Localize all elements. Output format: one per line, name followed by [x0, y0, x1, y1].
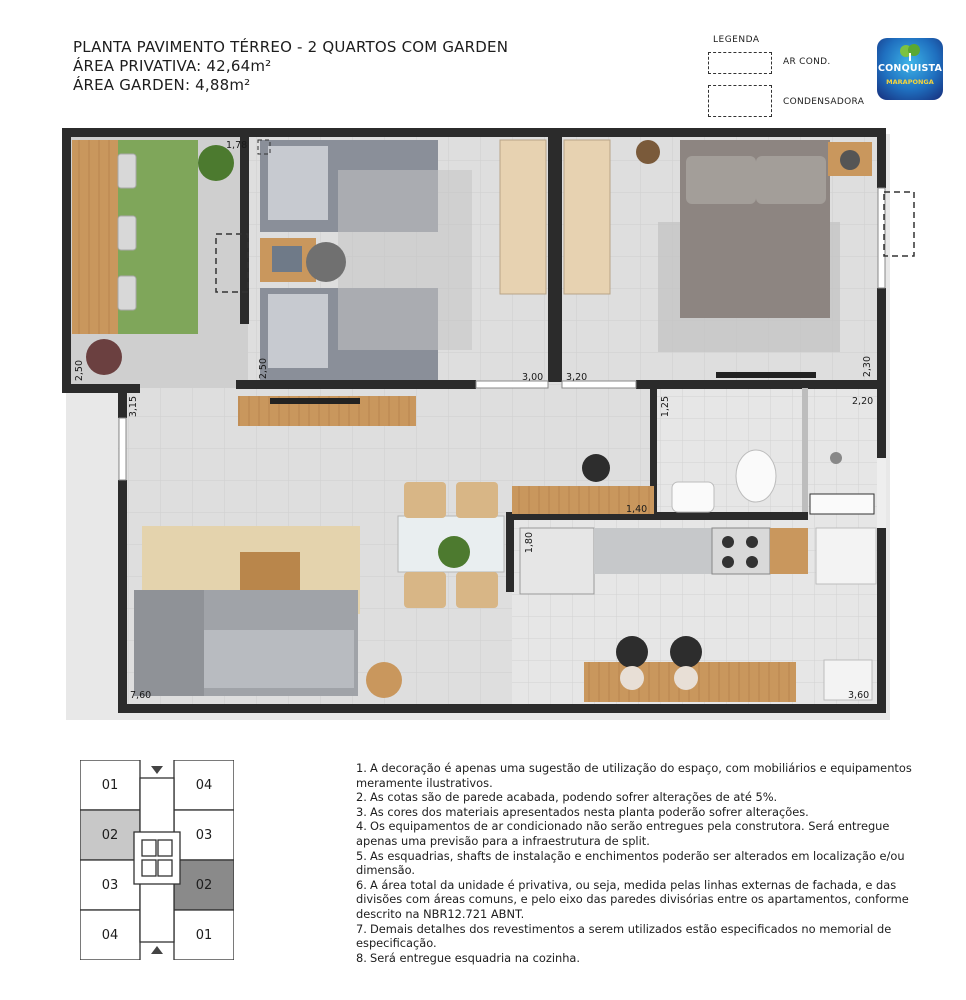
- dim-kitchen-left: 1,80: [524, 532, 535, 554]
- dim-bedroom2-left: 3,20: [566, 372, 588, 383]
- note-item: 5. As esquadrias, shafts de instalação e enchimentos poderão ser alterados em localização e/ou dimensão.: [356, 848, 905, 878]
- dim-bedroom1-bottom: 3,00: [522, 372, 544, 383]
- dim-bedroom2-side: 2,30: [862, 356, 873, 378]
- garden-area: ÁREA GARDEN: 4,88m²: [73, 76, 251, 94]
- notes: [356, 761, 916, 965]
- note-item: 6. A área total da unidade é privativa, ou seja, medida pelas linhas externas de fachada, e das divisões com áreas comuns, e pelo eixo das paredes divisórias entre os apartamentos, conforme descrito na NBR12.721 ABNT.: [356, 877, 909, 921]
- condenser-legend-label: CONDENSADORA: [783, 97, 865, 107]
- private-area: ÁREA PRIVATIVA: 42,64m²: [73, 57, 272, 75]
- plan-title: PLANTA PAVIMENTO TÉRREO - 2 QUARTOS COM GARDEN: [73, 38, 509, 56]
- dim-bath-left: 1,25: [660, 396, 671, 418]
- dim-bedroom1-side: 2,50: [258, 358, 269, 380]
- coffee-table: [240, 552, 300, 594]
- dim-counter: 1,40: [626, 504, 648, 515]
- washer: [816, 528, 876, 584]
- note-item: 4. Os equipamentos de ar condicionado não serão entregues pela construtora. Será entregue apenas uma previsão para a infraestrutura de split.: [356, 819, 890, 848]
- note-item: 3. As cores dos materiais apresentados nesta planta poderão sofrer alterações.: [356, 804, 809, 819]
- cooktop: [712, 528, 770, 574]
- key-plan: [80, 760, 234, 960]
- dim-living-left: 3,15: [128, 396, 139, 418]
- key-unit: 03: [195, 827, 213, 843]
- dim-living-bottom: 7,60: [130, 690, 152, 701]
- dim-laundry-bottom: 3,60: [848, 690, 870, 701]
- dim-garden-top: 1,78: [226, 140, 248, 151]
- key-unit: 01: [101, 777, 119, 793]
- note-item: 1. A decoração é apenas uma sugestão de utilização do espaço, com mobiliários e equipamentos meramente ilustrativos.: [356, 761, 912, 790]
- key-unit: 01: [195, 927, 213, 943]
- note-item: 2. As cotas são de parede acabada, podendo sofrer alterações de até 5%.: [356, 790, 778, 805]
- ac-legend-label: AR COND.: [783, 57, 831, 67]
- key-unit: 04: [101, 927, 119, 943]
- legend-title: LEGENDA: [713, 35, 760, 45]
- dim-garden-side: 2,50: [74, 360, 85, 382]
- dim-bath-top: 2,20: [852, 396, 874, 407]
- kitchen-sink: [594, 528, 712, 574]
- key-unit: 02: [101, 827, 119, 843]
- key-unit: 02: [195, 877, 213, 893]
- note-item: 7. Demais detalhes dos revestimentos a serem utilizados estão especificados no memorial de especificação.: [356, 921, 892, 951]
- logo-sub: MARAPONGA: [886, 78, 934, 86]
- garden-bench: [72, 140, 118, 334]
- logo-name: CONQUISTA: [877, 63, 943, 74]
- key-unit: 04: [195, 777, 213, 793]
- key-unit: 03: [101, 877, 119, 893]
- note-item: 8. Será entregue esquadria na cozinha.: [356, 950, 581, 965]
